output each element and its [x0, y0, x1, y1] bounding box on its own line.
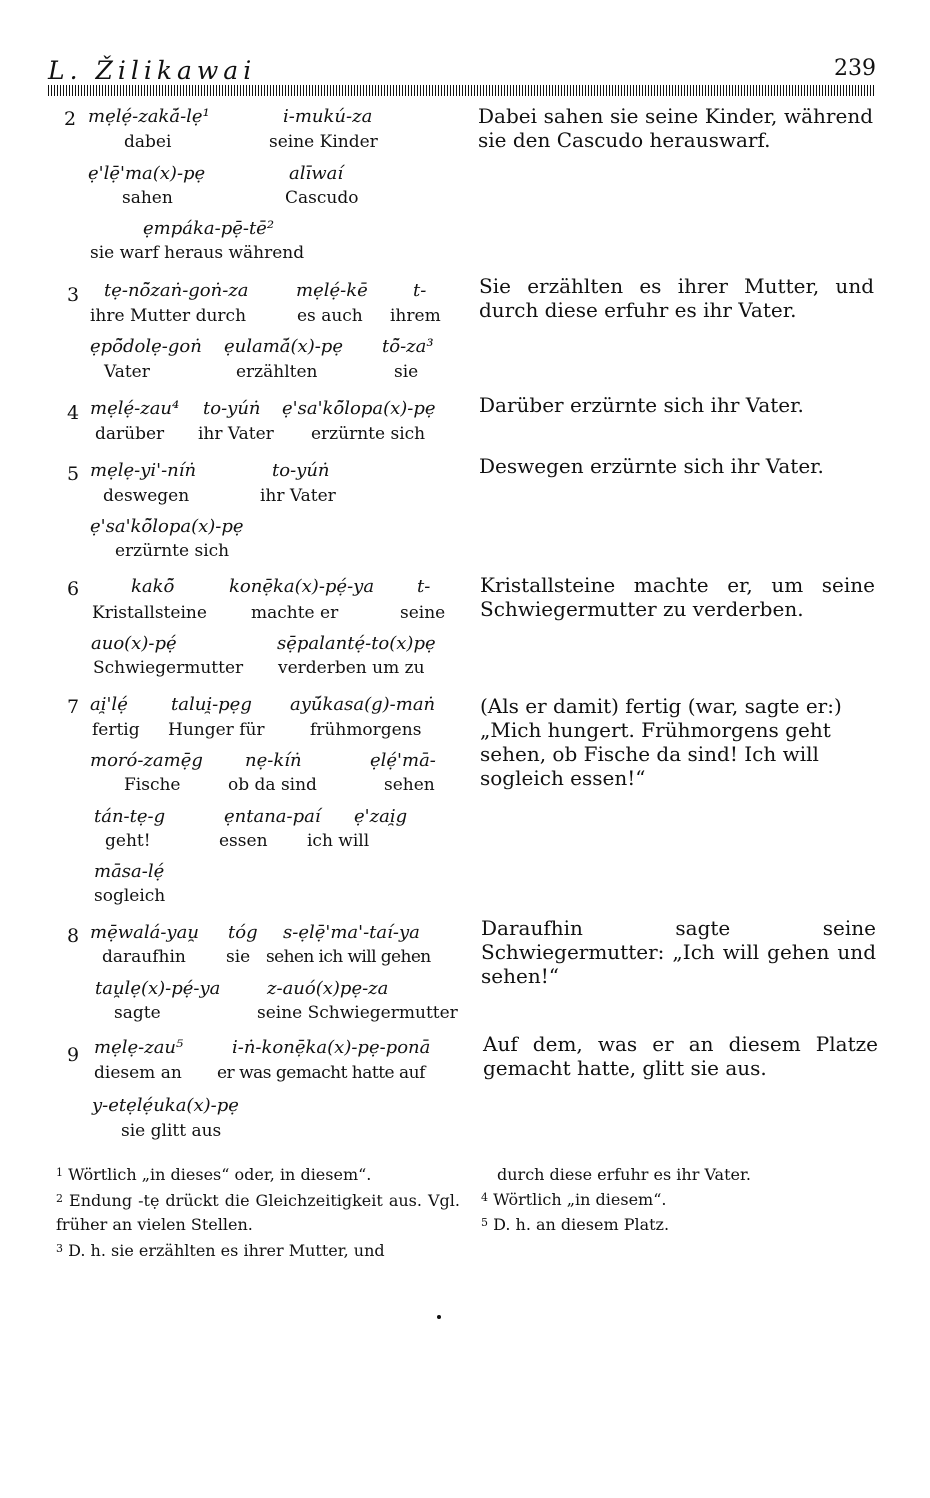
- gloss: machte er: [251, 603, 339, 623]
- footnote-5: [481, 1213, 861, 1237]
- gloss: sie glitt aus: [121, 1121, 222, 1141]
- translation: Daraufhin sagte seine Schwiegermutter: „Ich will gehen und sehen!“: [481, 916, 876, 988]
- entry-number: 7: [67, 696, 80, 718]
- entry-number: 3: [67, 284, 80, 306]
- native-word: māsa-lẹ́: [94, 861, 165, 882]
- gloss: Fische: [124, 775, 181, 795]
- native-word: talui̯-pẹg: [171, 694, 252, 715]
- gloss: ich will: [307, 831, 370, 851]
- footnote-text: Endung -tẹ drückt die Gleichzeitigkeit aus. Vgl. früher an vielen Stellen.: [56, 1191, 460, 1234]
- gloss: sie: [226, 947, 251, 967]
- gloss: erzürnte sich: [115, 541, 230, 561]
- gloss: Kristallsteine: [92, 603, 207, 623]
- footnote-mark: 1: [56, 1166, 63, 1179]
- footnote-text: Wörtlich „in diesem“.: [493, 1190, 667, 1209]
- translation: Kristallsteine machte er, um seine Schwiegermutter zu verderben.: [480, 573, 875, 621]
- gloss: er was gemacht hatte auf: [217, 1063, 425, 1083]
- native-word: ẹ'zai̯g: [354, 806, 408, 827]
- native-word: mẹlẹ́-zakā́-lẹ¹: [88, 106, 210, 127]
- native-word: auo(x)-pẹ́: [91, 633, 177, 654]
- footnote-mark: 2: [56, 1192, 63, 1205]
- native-word: ẹlẹ́'mā-: [370, 750, 436, 771]
- native-word: z-auó(x)pẹ-za: [267, 978, 389, 999]
- native-word: to-yúṅ: [272, 460, 330, 481]
- native-word: t-: [413, 280, 427, 301]
- native-word: ẹ'sa'kō̃lopa(x)-pẹ: [90, 516, 244, 537]
- gloss: daraufhin: [102, 947, 186, 967]
- translation: Dabei sahen sie seine Kinder, während sie den Cascudo herauswarf.: [478, 104, 873, 152]
- translation: (Als er damit) fertig (war, sagte er:) „Mich hungert. Frühmorgens geht sehen, ob Fische da sind! Ich will sogleich essen!“: [480, 694, 842, 790]
- gloss: fertig: [92, 720, 140, 740]
- gloss: darüber: [95, 424, 165, 444]
- native-word: y-etẹlẹ́uka(x)-pẹ: [92, 1095, 239, 1116]
- gloss: ob da sind: [228, 775, 317, 795]
- gloss: Hunger für: [168, 720, 265, 740]
- native-word: i-mukú-za: [283, 106, 373, 127]
- gloss: essen: [219, 831, 268, 851]
- gloss: sie: [394, 362, 419, 382]
- native-word: mẹlẹ-zau⁵: [94, 1037, 184, 1058]
- native-word: mẹlẹ-yi'-níṅ: [90, 460, 197, 481]
- gloss: seine Schwiegermutter: [257, 1003, 458, 1023]
- gloss: Cascudo: [285, 188, 359, 208]
- gloss: verderben um zu: [278, 658, 425, 678]
- gloss: geht!: [105, 831, 151, 851]
- gloss: ihr Vater: [260, 486, 336, 506]
- native-word: mẹlẹ́-kē: [296, 280, 368, 301]
- gloss: deswegen: [103, 486, 190, 506]
- native-word: alīwaí: [289, 163, 344, 184]
- translation: Auf dem, was er an diesem Platze gemacht hatte, glitt sie aus.: [483, 1032, 878, 1080]
- entry-number: 9: [67, 1044, 80, 1066]
- header-rule: [48, 85, 874, 96]
- native-word: mẹ̄walá-yau̯: [90, 922, 199, 943]
- native-word: nẹ-kíṅ: [245, 750, 302, 771]
- gloss: erzählten: [236, 362, 318, 382]
- entry-number: 8: [67, 925, 80, 947]
- print-speck: [437, 1315, 441, 1319]
- entry-number: 6: [67, 578, 80, 600]
- footnote-mark: 5: [481, 1216, 488, 1229]
- native-word: ẹpō̃dolẹ-goṅ: [90, 336, 202, 357]
- footnote-3-continuation: durch diese erfuhr es ihr Vater.: [497, 1165, 751, 1184]
- gloss: sagte: [114, 1003, 161, 1023]
- entry-number: 4: [67, 402, 80, 424]
- gloss: diesem an: [94, 1063, 182, 1083]
- native-word: s-ẹlẹ̄'ma'-taí-ya: [283, 922, 420, 943]
- gloss: dabei: [124, 132, 172, 152]
- footnote-text: D. h. sie erzählten es ihrer Mutter, und: [68, 1241, 385, 1260]
- gloss: sehen: [384, 775, 435, 795]
- running-title: L. Žilikawai: [48, 56, 257, 85]
- native-word: t-: [417, 576, 431, 597]
- native-word: tóg: [228, 922, 258, 943]
- gloss: Schwiegermutter: [93, 658, 244, 678]
- native-word: konẹ̄ka(x)-pẹ́-ya: [229, 576, 375, 597]
- native-word: tau̯lẹ(x)-pẹ́-ya: [95, 978, 221, 999]
- gloss: frühmorgens: [310, 720, 422, 740]
- footnote-4: [481, 1188, 861, 1212]
- entry-number: 5: [67, 463, 80, 485]
- gloss: erzürnte sich: [311, 424, 426, 444]
- native-word: sẹ̄palantẹ́-to(x)pẹ: [277, 633, 436, 654]
- native-word: moró-zamẹ̄g: [90, 750, 203, 771]
- native-word: ayū́kasa(g)-maṅ: [290, 694, 436, 715]
- native-word: tán-tẹ-g: [94, 806, 166, 827]
- native-word: ẹ'sa'kō̃lopa(x)-pẹ: [282, 398, 436, 419]
- gloss: ihre Mutter durch: [90, 306, 247, 326]
- native-word: ẹntana-paí: [224, 806, 321, 827]
- gloss: sie warf heraus während: [90, 243, 305, 263]
- native-word: ai̯'lẹ́: [90, 694, 128, 715]
- native-word: ẹ'lẹ̄'ma(x)-pẹ: [88, 163, 206, 184]
- native-word: i-ṅ-konẹ̄ka(x)-pẹ-ponā: [232, 1037, 431, 1058]
- footnote-text: D. h. an diesem Platz.: [493, 1215, 670, 1234]
- footnote-3: [56, 1239, 460, 1263]
- native-word: ẹulamā́(x)-pẹ: [224, 336, 343, 357]
- translation: Deswegen erzürnte sich ihr Vater.: [479, 454, 824, 478]
- gloss: seine: [400, 603, 446, 623]
- entry-number: 2: [64, 108, 77, 130]
- gloss: sogleich: [94, 886, 166, 906]
- gloss: seine Kinder: [269, 132, 378, 152]
- gloss: es auch: [297, 306, 363, 326]
- native-word: ẹmpáka-pẹ̄-tē²: [143, 218, 275, 239]
- footnote-1: [56, 1163, 460, 1187]
- native-word: to-yúṅ: [203, 398, 261, 419]
- page-number: 239: [834, 56, 876, 81]
- translation: Darüber erzürnte sich ihr Vater.: [479, 393, 804, 417]
- gloss: Vater: [104, 362, 150, 382]
- native-word: tẹ-nō̃zaṅ-goṅ-za: [104, 280, 249, 301]
- translation: Sie erzählten es ihrer Mutter, und durch diese erfuhr es ihr Vater.: [479, 274, 874, 322]
- native-word: mẹlẹ́-zau⁴: [90, 398, 180, 419]
- native-word: kakō̃: [131, 576, 175, 597]
- footnote-mark: 3: [56, 1242, 63, 1255]
- footnote-text: Wörtlich „in dieses“ oder, in diesem“.: [68, 1165, 372, 1184]
- gloss: sahen: [122, 188, 173, 208]
- gloss: sehen ich will gehen: [266, 947, 431, 967]
- footnote-mark: 4: [481, 1191, 488, 1204]
- gloss: ihrem: [390, 306, 441, 326]
- gloss: ihr Vater: [198, 424, 274, 444]
- native-word: tō̃-za³: [382, 336, 434, 357]
- footnote-2: [56, 1189, 460, 1237]
